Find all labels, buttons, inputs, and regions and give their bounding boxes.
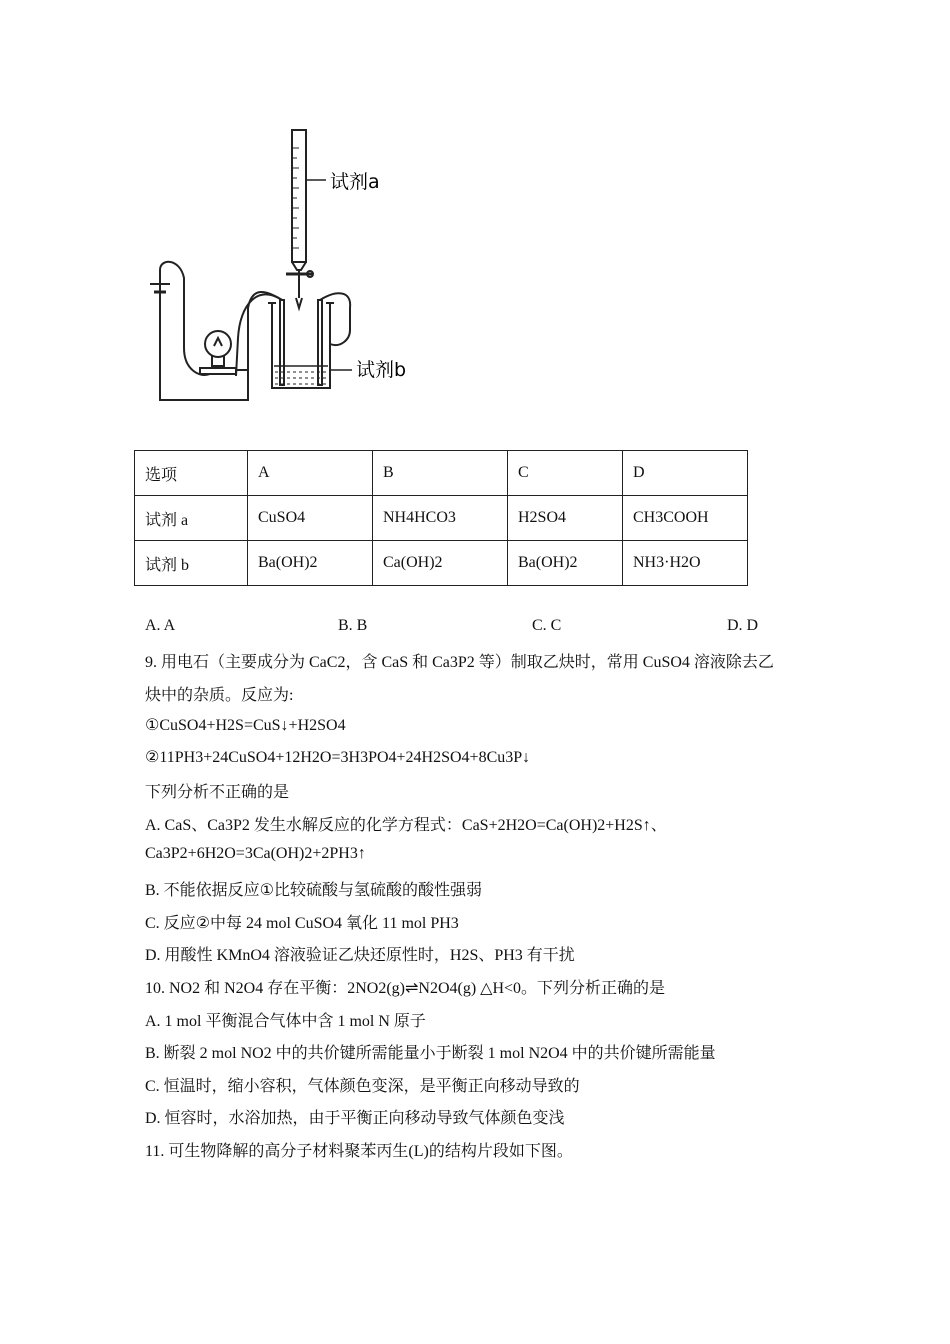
q9-option-a-1: A. CaS、Ca3P2 发生水解反应的化学方程式：CaS+2H2O=Ca(OH)2+H2S↑、 — [145, 817, 667, 834]
table-row — [135, 541, 748, 586]
table-cell: B — [373, 451, 508, 496]
table-cell: CH3COOH — [623, 496, 748, 541]
table-cell: C — [508, 451, 623, 496]
table-cell: 试剂 b — [135, 541, 248, 586]
q9-option-d: D. 用酸性 KMnO4 溶液验证乙炔还原性时，H2S、PH3 有干扰 — [145, 947, 575, 964]
apparatus-figure — [140, 108, 440, 413]
table-cell: 选项 — [135, 451, 248, 496]
table-cell: NH3·H2O — [623, 541, 748, 586]
label-reagent-b: 试剂b — [356, 359, 407, 381]
label-reagent-a: 试剂a — [330, 171, 380, 193]
q11-stem: 11. 可生物降解的高分子材料聚苯丙生(L)的结构片段如下图。 — [145, 1143, 573, 1160]
q9-option-a-2: Ca3P2+6H2O=3Ca(OH)2+2PH3↑ — [145, 845, 366, 862]
table-cell: 试剂 a — [135, 496, 248, 541]
q8-options — [145, 617, 765, 641]
table-cell: NH4HCO3 — [373, 496, 508, 541]
light-bulb — [205, 331, 231, 357]
option-a: A. A — [145, 617, 176, 634]
q9-question: 下列分析不正确的是 — [145, 784, 290, 801]
table-row — [135, 451, 748, 496]
q9-reaction-2: ②11PH3+24CuSO4+12H2O=3H3PO4+24H2SO4+8Cu3P↓ — [145, 749, 531, 766]
q10-option-d: D. 恒容时，水浴加热，由于平衡正向移动导致气体颜色变浅 — [145, 1110, 565, 1127]
option-d: D. D — [727, 617, 759, 634]
table-cell: A — [248, 451, 373, 496]
table-cell: Ba(OH)2 — [248, 541, 373, 586]
table-cell: H2SO4 — [508, 496, 623, 541]
table-cell: Ba(OH)2 — [508, 541, 623, 586]
table-row — [135, 496, 748, 541]
q9-stem-1: 9. 用电石（主要成分为 CaC2，含 CaS 和 Ca3P2 等）制取乙炔时，常用 CuSO4 溶液除去乙 — [145, 654, 774, 671]
q9-option-c: C. 反应②中每 24 mol CuSO4 氧化 11 mol PH3 — [145, 915, 459, 932]
option-c: C. C — [532, 617, 562, 634]
table-cell: D — [623, 451, 748, 496]
option-b: B. B — [338, 617, 368, 634]
q10-stem: 10. NO2 和 N2O4 存在平衡：2NO2(g)⇌N2O4(g) △H<0。下列分析正确的是 — [145, 980, 666, 997]
q9-stem-2: 炔中的杂质。反应为: — [145, 687, 294, 704]
table-cell: Ca(OH)2 — [373, 541, 508, 586]
burette-tube — [292, 130, 306, 262]
q10-option-c: C. 恒温时，缩小容积，气体颜色变深，是平衡正向移动导致的 — [145, 1078, 580, 1095]
reagent-table — [134, 450, 748, 586]
q9-reaction-1: ①CuSO4+H2S=CuS↓+H2SO4 — [145, 717, 346, 734]
q10-option-a: A. 1 mol 平衡混合气体中含 1 mol N 原子 — [145, 1013, 426, 1030]
q10-option-b: B. 断裂 2 mol NO2 中的共价键所需能量小于断裂 1 mol N2O4 中的共价键所需能量 — [145, 1045, 716, 1062]
table-cell: CuSO4 — [248, 496, 373, 541]
q9-option-b: B. 不能依据反应①比较硫酸与氢硫酸的酸性强弱 — [145, 882, 483, 899]
